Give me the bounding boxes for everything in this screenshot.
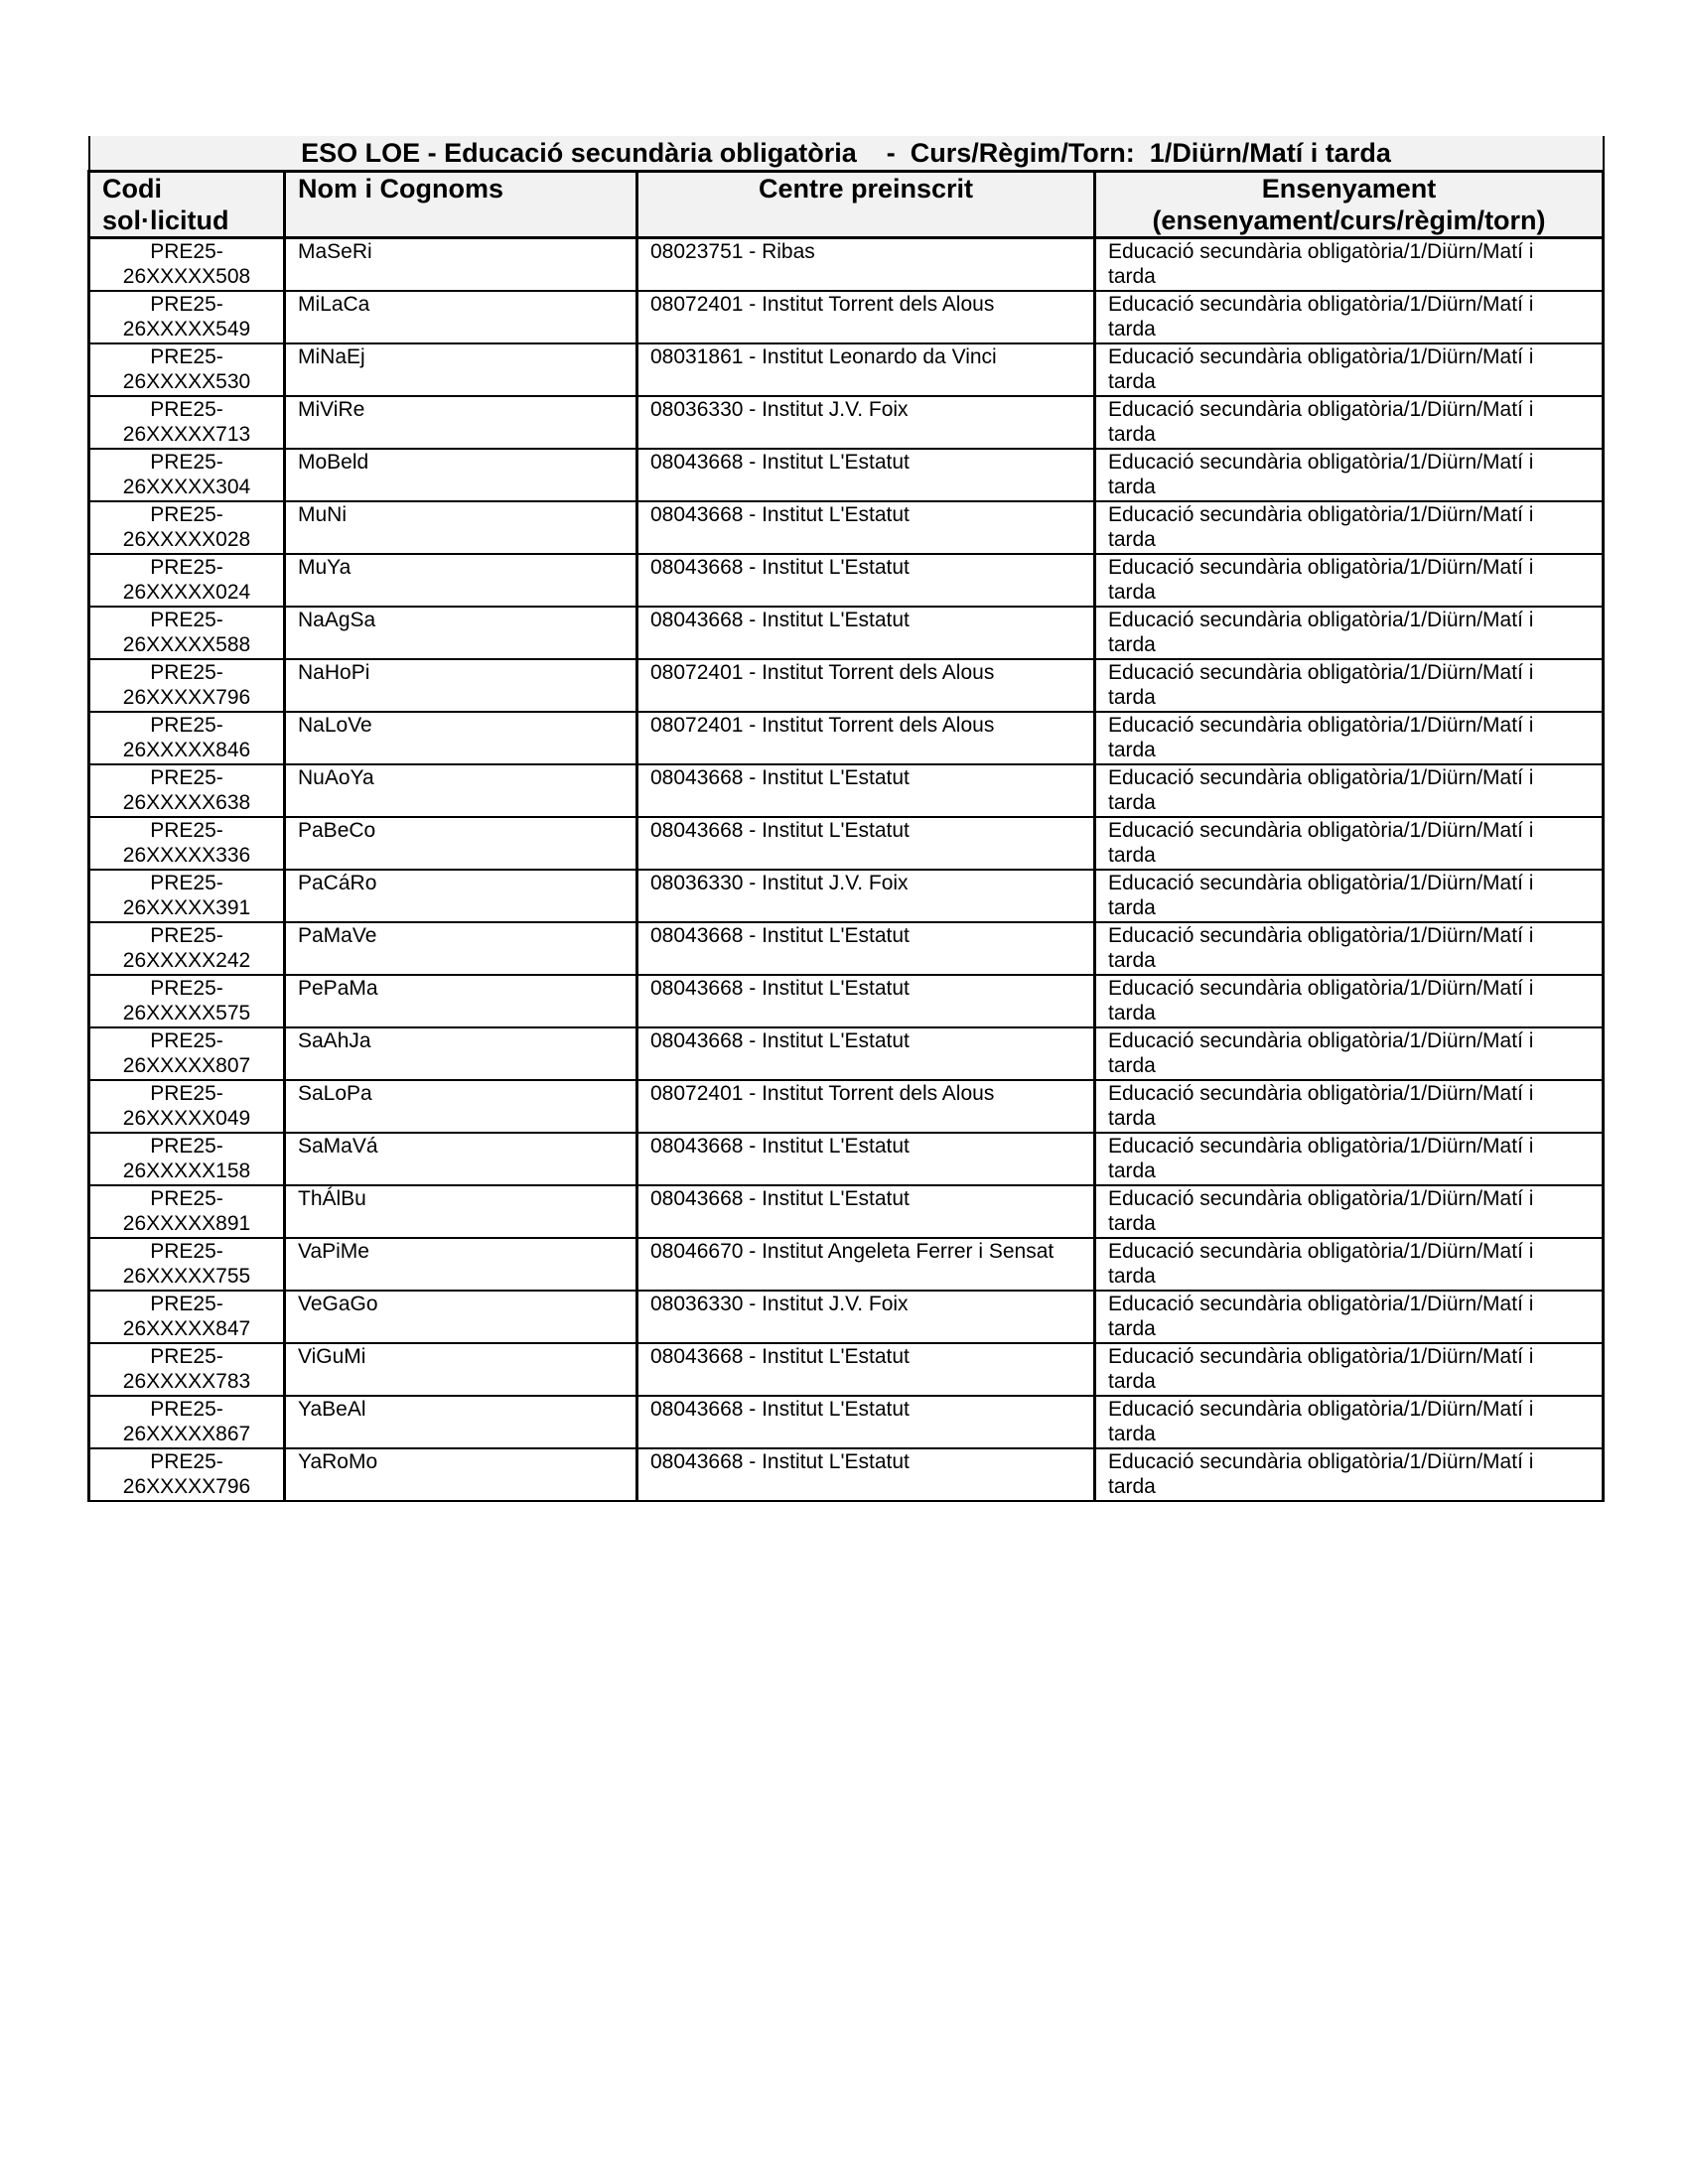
ensenyament-line2: tarda	[1108, 1107, 1156, 1130]
school-centre: 08043668 - Institut L'Estatut	[637, 817, 1095, 870]
request-code-cell	[89, 1396, 285, 1448]
ensenyament-cell	[1095, 922, 1604, 975]
table-row	[89, 396, 1604, 449]
request-code-cell	[89, 238, 285, 292]
request-code-part2: 26XXXXX891	[122, 1212, 251, 1235]
ensenyament-cell	[1095, 817, 1604, 870]
request-code-cell	[89, 343, 285, 396]
request-code-cell	[89, 870, 285, 922]
student-name: MiViRe	[285, 396, 637, 449]
request-code-cell	[89, 554, 285, 607]
school-centre: 08036330 - Institut J.V. Foix	[637, 396, 1095, 449]
ensenyament-line1: Educació secundària obligatòria/1/Diürn/Matí i	[1108, 556, 1534, 579]
request-code-part2: 26XXXXX867	[122, 1423, 251, 1445]
school-centre: 08072401 - Institut Torrent dels Alous	[637, 291, 1095, 343]
table-row	[89, 449, 1604, 501]
request-code-part1: PRE25-	[150, 1450, 223, 1473]
table-row	[89, 1291, 1604, 1343]
ensenyament-line2: tarda	[1108, 739, 1156, 761]
request-code-cell	[89, 1185, 285, 1238]
school-centre: 08072401 - Institut Torrent dels Alous	[637, 712, 1095, 764]
request-code-part2: 26XXXXX638	[122, 791, 251, 814]
student-name: NaHoPi	[285, 659, 637, 712]
ensenyament-cell	[1095, 1396, 1604, 1448]
student-name: MaSeRi	[285, 238, 637, 292]
request-code-part2: 26XXXXX807	[122, 1054, 251, 1077]
request-code-part1: PRE25-	[150, 240, 223, 263]
request-code-part1: PRE25-	[150, 714, 223, 737]
ensenyament-line1: Educació secundària obligatòria/1/Diürn/Matí i	[1108, 1135, 1534, 1158]
ensenyament-line1: Educació secundària obligatòria/1/Diürn/Matí i	[1108, 345, 1534, 368]
request-code-part1: PRE25-	[150, 872, 223, 894]
column-header-row	[89, 172, 1604, 238]
request-code-cell	[89, 607, 285, 659]
request-code-cell	[89, 1080, 285, 1133]
student-name: MiLaCa	[285, 291, 637, 343]
header-ens-line1: Ensenyament	[1261, 174, 1437, 204]
ensenyament-line2: tarda	[1108, 265, 1156, 288]
request-code-part2: 26XXXXX530	[122, 370, 251, 393]
ensenyament-line1: Educació secundària obligatòria/1/Diürn/Matí i	[1108, 819, 1534, 842]
school-centre: 08043668 - Institut L'Estatut	[637, 1185, 1095, 1238]
ensenyament-cell	[1095, 238, 1604, 292]
ensenyament-line1: Educació secundària obligatòria/1/Diürn/Matí i	[1108, 240, 1534, 263]
request-code-part2: 26XXXXX508	[122, 265, 251, 288]
ensenyament-cell	[1095, 659, 1604, 712]
request-code-part2: 26XXXXX158	[122, 1160, 251, 1182]
ensenyament-line2: tarda	[1108, 528, 1156, 551]
ensenyament-cell	[1095, 1291, 1604, 1343]
ensenyament-cell	[1095, 607, 1604, 659]
ensenyament-line1: Educació secundària obligatòria/1/Diürn/Matí i	[1108, 977, 1534, 1000]
header-code-line1: Codi	[102, 174, 162, 204]
ensenyament-cell	[1095, 343, 1604, 396]
table-row	[89, 238, 1604, 292]
ensenyament-line2: tarda	[1108, 1423, 1156, 1445]
ensenyament-cell	[1095, 870, 1604, 922]
student-name: VeGaGo	[285, 1291, 637, 1343]
table-title-row	[89, 136, 1604, 172]
ensenyament-line1: Educació secundària obligatòria/1/Diürn/Matí i	[1108, 1029, 1534, 1052]
request-code-part1: PRE25-	[150, 1398, 223, 1421]
request-code-cell	[89, 291, 285, 343]
ensenyament-cell	[1095, 554, 1604, 607]
ensenyament-cell	[1095, 712, 1604, 764]
table-body	[89, 238, 1604, 1502]
school-centre: 08036330 - Institut J.V. Foix	[637, 870, 1095, 922]
ensenyament-line2: tarda	[1108, 1212, 1156, 1235]
request-code-part1: PRE25-	[150, 398, 223, 421]
school-centre: 08043668 - Institut L'Estatut	[637, 975, 1095, 1027]
ensenyament-line1: Educació secundària obligatòria/1/Diürn/Matí i	[1108, 1082, 1534, 1105]
request-code-part2: 26XXXXX796	[122, 1475, 251, 1498]
request-code-cell	[89, 396, 285, 449]
request-code-part1: PRE25-	[150, 1345, 223, 1368]
table-row	[89, 922, 1604, 975]
school-centre: 08072401 - Institut Torrent dels Alous	[637, 659, 1095, 712]
ensenyament-line1: Educació secundària obligatòria/1/Diürn/Matí i	[1108, 872, 1534, 894]
request-code-part1: PRE25-	[150, 977, 223, 1000]
ensenyament-line1: Educació secundària obligatòria/1/Diürn/Matí i	[1108, 1293, 1534, 1315]
school-centre: 08072401 - Institut Torrent dels Alous	[637, 1080, 1095, 1133]
student-name: MuNi	[285, 501, 637, 554]
request-code-cell	[89, 712, 285, 764]
student-name: PePaMa	[285, 975, 637, 1027]
request-code-cell	[89, 817, 285, 870]
request-code-part1: PRE25-	[150, 819, 223, 842]
table-row	[89, 712, 1604, 764]
school-centre: 08036330 - Institut J.V. Foix	[637, 1291, 1095, 1343]
request-code-part1: PRE25-	[150, 766, 223, 789]
request-code-part1: PRE25-	[150, 1082, 223, 1105]
table-row	[89, 1238, 1604, 1291]
request-code-part2: 26XXXXX783	[122, 1370, 251, 1393]
request-code-part1: PRE25-	[150, 556, 223, 579]
student-name: MiNaEj	[285, 343, 637, 396]
ensenyament-line1: Educació secundària obligatòria/1/Diürn/Matí i	[1108, 714, 1534, 737]
student-name: SaMaVá	[285, 1133, 637, 1185]
ensenyament-line2: tarda	[1108, 633, 1156, 656]
ensenyament-line2: tarda	[1108, 1054, 1156, 1077]
request-code-part2: 26XXXXX588	[122, 633, 251, 656]
student-name: PaCáRo	[285, 870, 637, 922]
ensenyament-cell	[1095, 396, 1604, 449]
ensenyament-line2: tarda	[1108, 476, 1156, 498]
header-ens-line2: (ensenyament/curs/règim/torn)	[1152, 205, 1546, 235]
ensenyament-cell	[1095, 1343, 1604, 1396]
school-centre: 08043668 - Institut L'Estatut	[637, 764, 1095, 817]
table-row	[89, 870, 1604, 922]
request-code-part1: PRE25-	[150, 1293, 223, 1315]
ensenyament-cell	[1095, 975, 1604, 1027]
ensenyament-cell	[1095, 1133, 1604, 1185]
student-name: VaPiMe	[285, 1238, 637, 1291]
ensenyament-line1: Educació secundària obligatòria/1/Diürn/Matí i	[1108, 293, 1534, 316]
request-code-part2: 26XXXXX847	[122, 1317, 251, 1340]
school-centre: 08046670 - Institut Angeleta Ferrer i Sensat	[637, 1238, 1095, 1291]
request-code-part2: 26XXXXX391	[122, 896, 251, 919]
school-centre: 08043668 - Institut L'Estatut	[637, 501, 1095, 554]
header-ensenyament	[1095, 172, 1604, 238]
ensenyament-line2: tarda	[1108, 949, 1156, 972]
student-name: SaLoPa	[285, 1080, 637, 1133]
ensenyament-line1: Educació secundària obligatòria/1/Diürn/Matí i	[1108, 451, 1534, 474]
applications-table	[87, 136, 1605, 1502]
request-code-cell	[89, 1343, 285, 1396]
ensenyament-line2: tarda	[1108, 791, 1156, 814]
table-row	[89, 1396, 1604, 1448]
request-code-part1: PRE25-	[150, 1029, 223, 1052]
table-row	[89, 343, 1604, 396]
ensenyament-line1: Educació secundària obligatòria/1/Diürn/Matí i	[1108, 1450, 1534, 1473]
table-title: ESO LOE - Educació secundària obligatòria - Curs/Règim/Torn: 1/Diürn/Matí i tarda	[89, 136, 1604, 172]
school-centre: 08043668 - Institut L'Estatut	[637, 1396, 1095, 1448]
table-row	[89, 659, 1604, 712]
request-code-part1: PRE25-	[150, 1187, 223, 1210]
table-row	[89, 1448, 1604, 1501]
ensenyament-line1: Educació secundària obligatòria/1/Diürn/Matí i	[1108, 398, 1534, 421]
table-row	[89, 1027, 1604, 1080]
ensenyament-line2: tarda	[1108, 1317, 1156, 1340]
request-code-part2: 26XXXXX575	[122, 1002, 251, 1024]
student-name: MoBeld	[285, 449, 637, 501]
student-name: MuYa	[285, 554, 637, 607]
ensenyament-line2: tarda	[1108, 1475, 1156, 1498]
student-name: PaMaVe	[285, 922, 637, 975]
ensenyament-cell	[1095, 764, 1604, 817]
ensenyament-cell	[1095, 1080, 1604, 1133]
header-name: Nom i Cognoms	[285, 172, 637, 238]
ensenyament-line1: Educació secundària obligatòria/1/Diürn/Matí i	[1108, 924, 1534, 947]
table-row	[89, 291, 1604, 343]
student-name: SaAhJa	[285, 1027, 637, 1080]
ensenyament-line1: Educació secundària obligatòria/1/Diürn/Matí i	[1108, 1345, 1534, 1368]
request-code-part1: PRE25-	[150, 661, 223, 684]
request-code-cell	[89, 1238, 285, 1291]
request-code-cell	[89, 1133, 285, 1185]
school-centre: 08023751 - Ribas	[637, 238, 1095, 292]
school-centre: 08043668 - Institut L'Estatut	[637, 449, 1095, 501]
student-name: NaAgSa	[285, 607, 637, 659]
ensenyament-line1: Educació secundària obligatòria/1/Diürn/Matí i	[1108, 766, 1534, 789]
school-centre: 08043668 - Institut L'Estatut	[637, 1027, 1095, 1080]
school-centre: 08031861 - Institut Leonardo da Vinci	[637, 343, 1095, 396]
student-name: ViGuMi	[285, 1343, 637, 1396]
request-code-cell	[89, 659, 285, 712]
school-centre: 08043668 - Institut L'Estatut	[637, 1133, 1095, 1185]
header-centre: Centre preinscrit	[637, 172, 1095, 238]
request-code-part1: PRE25-	[150, 924, 223, 947]
admissions-list-document	[87, 136, 1602, 1502]
table-row	[89, 817, 1604, 870]
request-code-part2: 26XXXXX336	[122, 844, 251, 867]
ensenyament-line2: tarda	[1108, 896, 1156, 919]
student-name: YaRoMo	[285, 1448, 637, 1501]
request-code-part1: PRE25-	[150, 345, 223, 368]
school-centre: 08043668 - Institut L'Estatut	[637, 1448, 1095, 1501]
table-row	[89, 764, 1604, 817]
request-code-cell	[89, 922, 285, 975]
ensenyament-cell	[1095, 449, 1604, 501]
student-name: NuAoYa	[285, 764, 637, 817]
ensenyament-line1: Educació secundària obligatòria/1/Diürn/Matí i	[1108, 1187, 1534, 1210]
table-row	[89, 1185, 1604, 1238]
request-code-part2: 26XXXXX846	[122, 739, 251, 761]
request-code-part1: PRE25-	[150, 451, 223, 474]
request-code-cell	[89, 764, 285, 817]
request-code-part2: 26XXXXX713	[122, 423, 251, 446]
request-code-cell	[89, 975, 285, 1027]
request-code-part2: 26XXXXX049	[122, 1107, 251, 1130]
request-code-part1: PRE25-	[150, 609, 223, 631]
request-code-part1: PRE25-	[150, 293, 223, 316]
ensenyament-line2: tarda	[1108, 581, 1156, 604]
ensenyament-cell	[1095, 291, 1604, 343]
ensenyament-cell	[1095, 1185, 1604, 1238]
student-name: NaLoVe	[285, 712, 637, 764]
ensenyament-cell	[1095, 501, 1604, 554]
request-code-part2: 26XXXXX304	[122, 476, 251, 498]
request-code-cell	[89, 1291, 285, 1343]
ensenyament-line1: Educació secundària obligatòria/1/Diürn/Matí i	[1108, 1240, 1534, 1263]
ensenyament-cell	[1095, 1027, 1604, 1080]
ensenyament-cell	[1095, 1448, 1604, 1501]
ensenyament-line2: tarda	[1108, 318, 1156, 341]
school-centre: 08043668 - Institut L'Estatut	[637, 1343, 1095, 1396]
request-code-part2: 26XXXXX242	[122, 949, 251, 972]
request-code-part2: 26XXXXX549	[122, 318, 251, 341]
request-code-part2: 26XXXXX796	[122, 686, 251, 709]
request-code-cell	[89, 501, 285, 554]
ensenyament-line2: tarda	[1108, 1160, 1156, 1182]
table-row	[89, 975, 1604, 1027]
ensenyament-line1: Educació secundària obligatòria/1/Diürn/Matí i	[1108, 503, 1534, 526]
request-code-part1: PRE25-	[150, 1135, 223, 1158]
school-centre: 08043668 - Institut L'Estatut	[637, 554, 1095, 607]
table-row	[89, 554, 1604, 607]
ensenyament-cell	[1095, 1238, 1604, 1291]
ensenyament-line1: Educació secundària obligatòria/1/Diürn/Matí i	[1108, 1398, 1534, 1421]
ensenyament-line1: Educació secundària obligatòria/1/Diürn/Matí i	[1108, 609, 1534, 631]
ensenyament-line2: tarda	[1108, 1370, 1156, 1393]
ensenyament-line2: tarda	[1108, 1002, 1156, 1024]
table-row	[89, 607, 1604, 659]
request-code-part1: PRE25-	[150, 503, 223, 526]
request-code-cell	[89, 1448, 285, 1501]
ensenyament-line2: tarda	[1108, 844, 1156, 867]
student-name: YaBeAl	[285, 1396, 637, 1448]
request-code-part2: 26XXXXX028	[122, 528, 251, 551]
request-code-part2: 26XXXXX755	[122, 1265, 251, 1288]
ensenyament-line2: tarda	[1108, 686, 1156, 709]
table-row	[89, 1080, 1604, 1133]
ensenyament-line1: Educació secundària obligatòria/1/Diürn/Matí i	[1108, 661, 1534, 684]
request-code-cell	[89, 449, 285, 501]
table-row	[89, 501, 1604, 554]
ensenyament-line2: tarda	[1108, 370, 1156, 393]
request-code-part2: 26XXXXX024	[122, 581, 251, 604]
school-centre: 08043668 - Institut L'Estatut	[637, 922, 1095, 975]
student-name: ThÁlBu	[285, 1185, 637, 1238]
header-code-line2: sol·licitud	[102, 205, 229, 235]
request-code-cell	[89, 1027, 285, 1080]
student-name: PaBeCo	[285, 817, 637, 870]
table-row	[89, 1133, 1604, 1185]
request-code-part1: PRE25-	[150, 1240, 223, 1263]
school-centre: 08043668 - Institut L'Estatut	[637, 607, 1095, 659]
ensenyament-line2: tarda	[1108, 423, 1156, 446]
ensenyament-line2: tarda	[1108, 1265, 1156, 1288]
header-code	[89, 172, 285, 238]
table-row	[89, 1343, 1604, 1396]
